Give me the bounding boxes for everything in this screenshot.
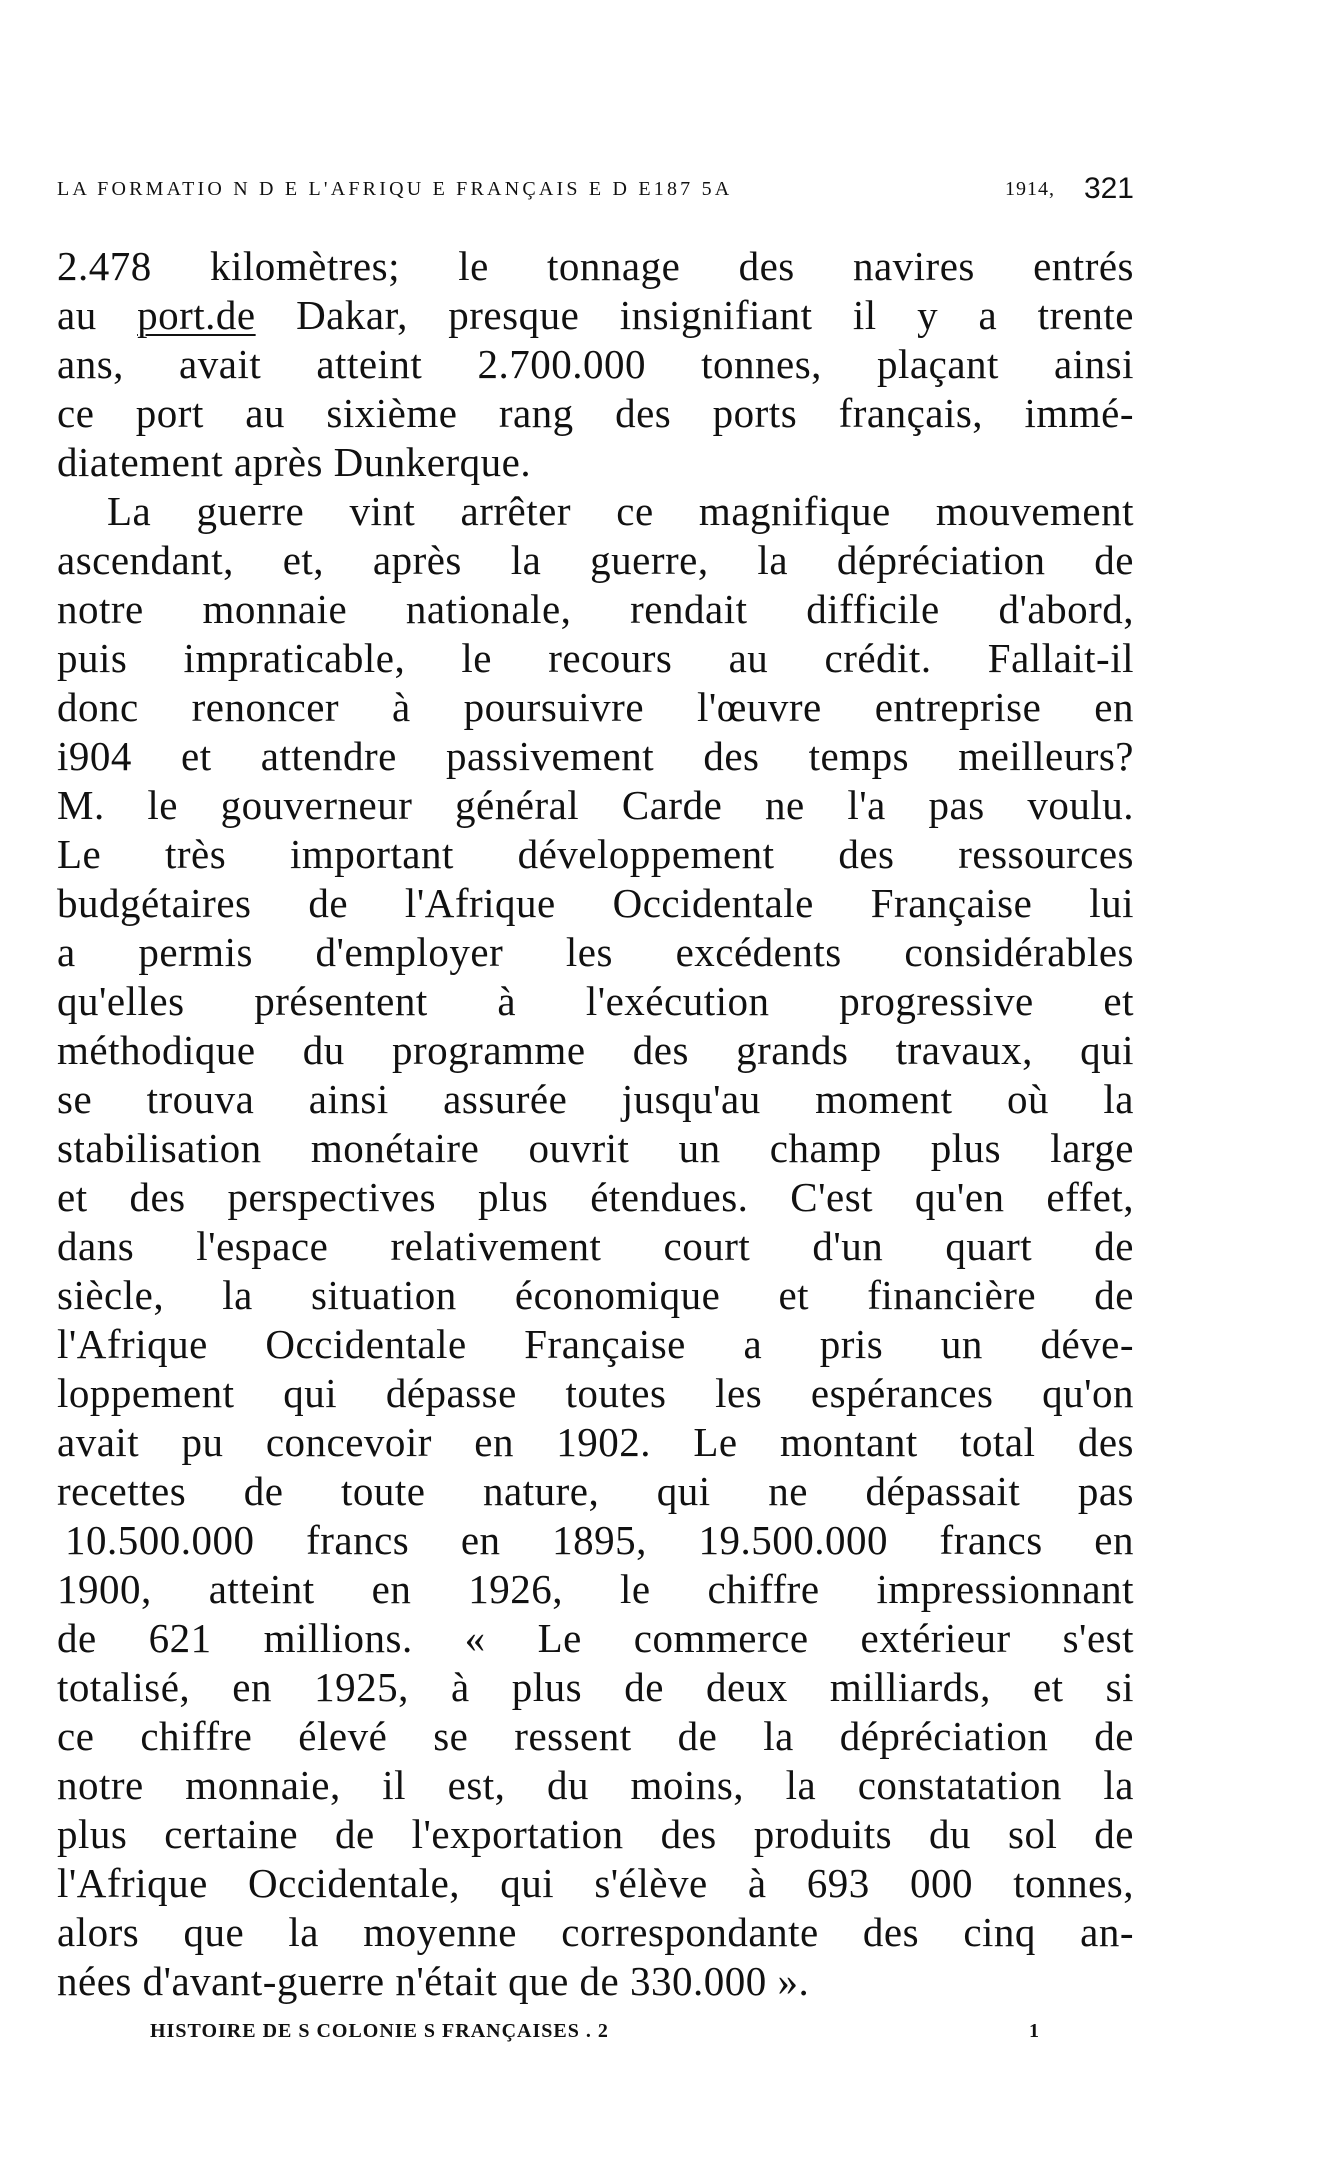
text-line: 1900, atteint en 1926, le chiffre impressionnant (57, 1566, 1134, 1612)
text-line: i904 et attendre passivement des temps meilleurs? (57, 733, 1134, 779)
text-line: budgétaires de l'Afrique Occidentale Française lui (57, 880, 1134, 926)
page-footer (150, 2020, 1040, 2043)
body-text (57, 242, 1134, 2006)
text-line: a permis d'employer les excédents considérables (57, 929, 1134, 975)
text-line: ce port au sixième rang des ports français, immé- (57, 390, 1134, 436)
paragraph-first-line: La guerre vint arrêter ce magnifique mouvement (107, 488, 1134, 534)
text-line: l'Afrique Occidentale Française a pris un déve- (57, 1321, 1134, 1367)
text-line: Le très important développement des ressources (57, 831, 1134, 877)
text-segment: au (57, 292, 138, 338)
text-line: donc renoncer à poursuivre l'œuvre entreprise en (57, 684, 1134, 730)
text-line: notre monnaie nationale, rendait difficile d'abord, (57, 586, 1134, 632)
text-line: siècle, la situation économique et financière de (57, 1272, 1134, 1318)
text-line: M. le gouverneur général Carde ne l'a pas voulu. (57, 782, 1134, 828)
text-line: stabilisation monétaire ouvrit un champ plus large (57, 1125, 1134, 1171)
running-head-year: 1914, (1005, 178, 1055, 200)
running-head-title: LA FORMATIO N D E L'AFRIQU E FRANÇAIS E D E187 5A (57, 178, 733, 200)
text-line: diatement après Dunkerque. (57, 439, 532, 485)
text-line: ascendant, et, après la guerre, la dépréciation de (57, 537, 1134, 583)
text-line: avait pu concevoir en 1902. Le montant total des (57, 1419, 1134, 1465)
signature-mark: 1 (1029, 2020, 1040, 2042)
text-line: recettes de toute nature, qui ne dépassait pas (57, 1468, 1134, 1514)
footer-title: HISTOIRE DE S COLONIE S FRANÇAISES . 2 (150, 2020, 609, 2042)
page-number: 321 (1083, 172, 1134, 205)
text-line: alors que la moyenne correspondante des cinq an- (57, 1909, 1134, 1955)
text-line: qu'elles présentent à l'exécution progressive et (57, 978, 1134, 1024)
text-line: se trouva ainsi assurée jusqu'au moment où la (57, 1076, 1134, 1122)
text-line: l'Afrique Occidentale, qui s'élève à 693 000 tonnes, (57, 1860, 1134, 1906)
underlined-link-text: port.de (137, 292, 256, 338)
text-line: plus certaine de l'exportation des produits du sol de (57, 1811, 1134, 1857)
text-line: et des perspectives plus étendues. C'est qu'en effet, (57, 1174, 1134, 1220)
text-line: ce chiffre élevé se ressent de la dépréciation de (57, 1713, 1134, 1759)
text-line: totalisé, en 1925, à plus de deux milliards, et si (57, 1664, 1134, 1710)
text-line: notre monnaie, il est, du moins, la constatation la (57, 1762, 1134, 1808)
text-line: 2.478 kilomètres; le tonnage des navires entrés (57, 243, 1134, 289)
text-line: dans l'espace relativement court d'un quart de (57, 1223, 1134, 1269)
text-line: ans, avait atteint 2.700.000 tonnes, plaçant ainsi (57, 341, 1134, 387)
text-line: nées d'avant-guerre n'était que de 330.000 ». (57, 1958, 810, 2004)
text-line: puis impraticable, le recours au crédit. Fallait-il (57, 635, 1134, 681)
text-line: méthodique du programme des grands travaux, qui (57, 1027, 1134, 1073)
text-line: loppement qui dépasse toutes les espérances qu'on (57, 1370, 1134, 1416)
text-line (57, 291, 1134, 340)
text-line: 10.500.000 francs en 1895, 19.500.000 francs en (65, 1517, 1134, 1563)
text-segment: Dakar, presque insignifiant il y a trente (255, 292, 1135, 338)
text-line: de 621 millions. « Le commerce extérieur s'est (57, 1615, 1134, 1661)
